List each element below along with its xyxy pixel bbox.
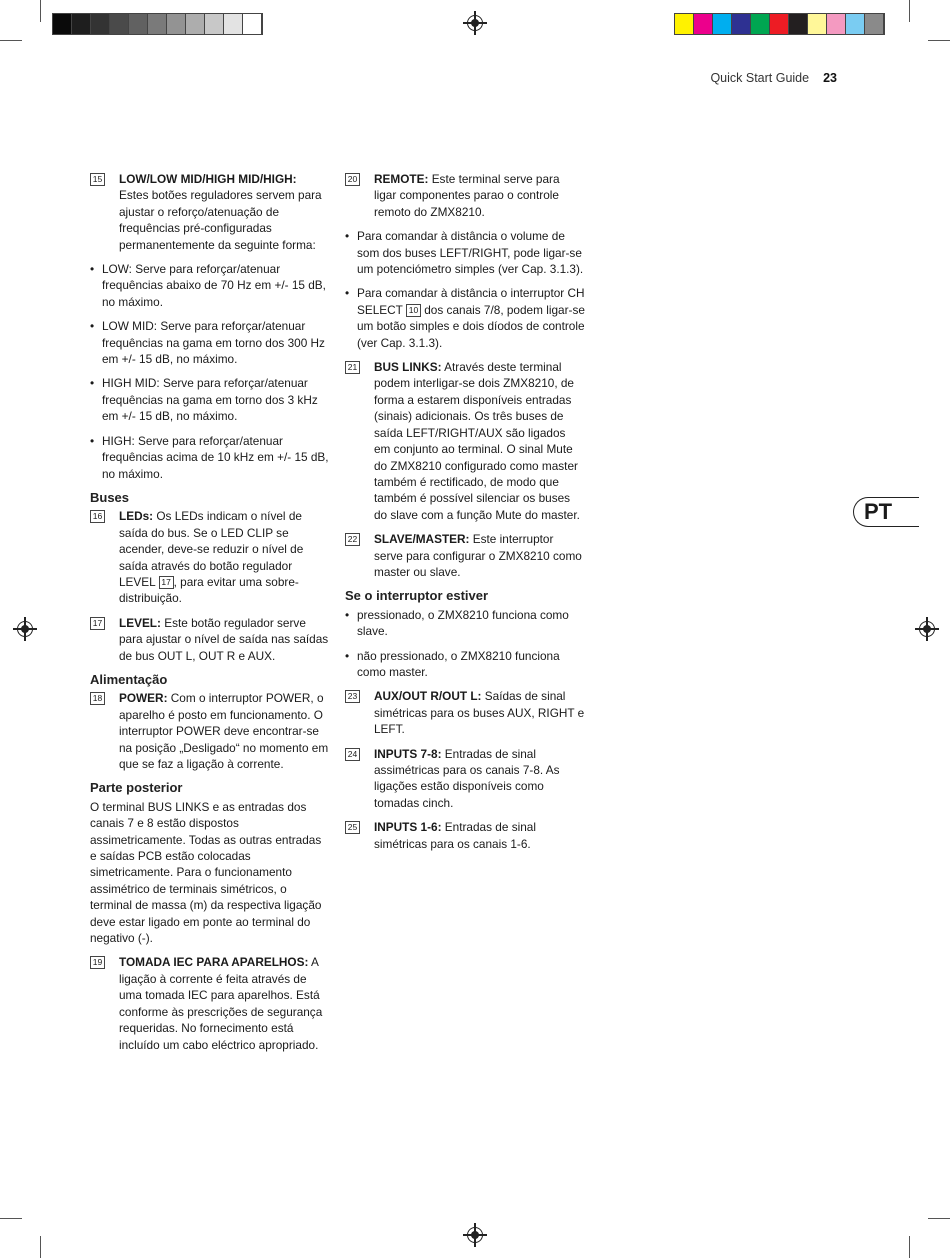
item-text: Este botão regulador serve para ajustar o nível de saída nas saídas de bus OUT L, OUT R e AUX. <box>119 615 329 663</box>
color-swatch <box>675 14 694 34</box>
item-20 <box>345 171 585 220</box>
item-number: 21 <box>345 361 360 374</box>
item-title: SLAVE/MASTER: <box>374 532 470 547</box>
item-16 <box>90 508 330 606</box>
color-swatch <box>186 14 205 34</box>
color-swatch <box>91 14 110 34</box>
color-swatch <box>148 14 167 34</box>
item-text: Entradas de sinal simétricas para os canais 1-6. <box>374 820 536 851</box>
list-item: • pressionado, o ZMX8210 funciona como slave. <box>345 607 585 640</box>
item-number: 23 <box>345 690 360 703</box>
list-item: • não pressionado, o ZMX8210 funciona como master. <box>345 648 585 681</box>
item-15 <box>90 171 330 253</box>
item-text: Estes botões reguladores servem para ajustar o reforço/atenuação de frequências pré-configuradas permanentemente da seguinte forma: <box>119 188 322 252</box>
guide-title: Quick Start Guide <box>710 71 810 85</box>
crop-mark <box>928 40 950 41</box>
left-column <box>90 171 330 1061</box>
color-swatch <box>808 14 827 34</box>
item-reference: 10 <box>406 304 421 317</box>
item-number: 15 <box>90 173 105 186</box>
item-text: A ligação à corrente é feita através de uma tomada IEC para aparelhos. Está conforme às prescrições de segurança requeridas. No fornecimento está incluído um cabo eléctrico apropriado. <box>119 955 323 1052</box>
crop-mark <box>0 40 22 41</box>
color-swatch <box>72 14 91 34</box>
list-item: • HIGH MID: Serve para reforçar/atenuar frequências na gama em torno dos 3 kHz em +/- 15 dB, no máximo. <box>90 375 330 424</box>
item-text: Este terminal serve para ligar componentes parao o controle remoto do ZMX8210. <box>374 172 560 219</box>
crop-mark <box>928 1218 950 1219</box>
color-swatch <box>770 14 789 34</box>
item-number: 24 <box>345 748 360 761</box>
crop-mark <box>0 1218 22 1219</box>
section-heading: Parte posterior <box>90 780 183 796</box>
item-number: 17 <box>90 617 105 630</box>
item-text: Para comandar à distância o interruptor CH SELECT <box>357 286 585 317</box>
color-swatch <box>110 14 129 34</box>
color-swatch <box>865 14 884 34</box>
right-column <box>345 171 585 860</box>
item-25 <box>345 819 585 852</box>
item-reference: 17 <box>159 576 174 589</box>
item-number: 22 <box>345 533 360 546</box>
color-swatch <box>713 14 732 34</box>
cmyk-color-bar <box>674 13 885 35</box>
item-number: 16 <box>90 510 105 523</box>
item-number: 19 <box>90 956 105 969</box>
item-title: POWER: <box>119 691 168 706</box>
item-title: BUS LINKS: <box>374 360 442 375</box>
color-swatch <box>846 14 865 34</box>
list-item: • HIGH: Serve para reforçar/atenuar frequências acima de 10 kHz em +/- 15 dB, no máximo. <box>90 433 330 482</box>
list-item <box>345 285 585 351</box>
section-heading: Se o interruptor estiver <box>345 588 489 604</box>
registration-mark-icon <box>17 621 33 637</box>
item-title: INPUTS 1-6: <box>374 820 442 835</box>
item-title: LOW/LOW MID/HIGH MID/HIGH: <box>119 172 297 186</box>
color-swatch <box>243 14 262 34</box>
item-text: , para evitar uma sobre-distribuição. <box>119 574 299 606</box>
item-number: 25 <box>345 821 360 834</box>
color-swatch <box>694 14 713 34</box>
crop-mark <box>909 0 910 22</box>
color-swatch <box>827 14 846 34</box>
language-tab: PT <box>853 497 919 527</box>
item-title: LEVEL: <box>119 615 161 630</box>
page-number: 23 <box>823 71 837 85</box>
item-text: Os LEDs indicam o nível de saída do bus. Se o LED CLIP se acender, deve-se reduzir o nível de saída através do botão regulador LEVEL <box>119 509 304 589</box>
item-text: Este interruptor serve para configurar o ZMX8210 como master ou slave. <box>374 532 582 579</box>
item-text: Através deste terminal podem interligar-se dois ZMX8210, de forma a estarem disponíveis entradas (sinais) adicionais. Os três buses de saída LEFT/RIGHT/AUX são ligados em conjunto ao terminal. O sinal Mute do ZMX8210 configurado como master também é rectificado, de modo que também é possível silenciar os buses do slave com a função Mute do master. <box>374 360 580 522</box>
item-24 <box>345 746 585 812</box>
item-19 <box>90 954 330 1052</box>
item-text: Saídas de sinal simétricas para os buses AUX, RIGHT e LEFT. <box>374 689 585 737</box>
list-item: • LOW: Serve para reforçar/atenuar frequências abaixo de 70 Hz em +/- 15 dB, no máximo. <box>90 261 330 310</box>
crop-mark <box>909 1236 910 1258</box>
item-text: Entradas de sinal assimétricas para os canais 7-8. As ligações estão disponíveis como tomadas cinch. <box>374 746 560 810</box>
section-heading: Alimentação <box>90 671 168 687</box>
item-22 <box>345 531 585 580</box>
item-text: dos canais 7/8, podem ligar-se um botão simples e dois díodos de controle (ver Cap. 3.1.3). <box>357 302 585 350</box>
color-swatch <box>167 14 186 34</box>
item-title: REMOTE: <box>374 172 429 186</box>
color-swatch <box>732 14 751 34</box>
item-18 <box>90 690 330 772</box>
list-item: • LOW MID: Serve para reforçar/atenuar frequências na gama em torno dos 300 Hz em +/- 15 dB, no máximo. <box>90 318 330 367</box>
paragraph: O terminal BUS LINKS e as entradas dos canais 7 e 8 estão dispostos assimetricamente. Todas as outras entradas e saídas PCB estão colocadas simetricamente. Para o funcionamento assimétrico de terminais simétricos, o terminal de massa (m) da respectiva ligação deve estar ligado em ponte ao terminal do negativo (-). <box>90 799 322 946</box>
registration-mark-icon <box>467 15 483 31</box>
color-swatch <box>129 14 148 34</box>
section-heading: Buses <box>90 489 130 505</box>
color-swatch <box>205 14 224 34</box>
color-swatch <box>224 14 243 34</box>
item-number: 18 <box>90 692 105 705</box>
registration-mark-icon <box>467 1227 483 1243</box>
item-21 <box>345 359 585 523</box>
crop-mark <box>40 0 41 22</box>
grayscale-color-bar <box>52 13 263 35</box>
item-17 <box>90 615 330 664</box>
running-header <box>710 71 837 85</box>
registration-mark-icon <box>919 621 935 637</box>
item-23 <box>345 688 585 737</box>
item-number: 20 <box>345 173 360 186</box>
item-title: INPUTS 7-8: <box>374 746 442 761</box>
color-swatch <box>789 14 808 34</box>
item-text: Com o interruptor POWER, o aparelho é posto em funcionamento. O interruptor POWER deve encontrar-se na posição „Desligado“ no momento em que se faz a ligação à corrente. <box>119 691 329 771</box>
item-title: LEDs: <box>119 509 154 524</box>
crop-mark <box>40 1236 41 1258</box>
item-title: AUX/OUT R/OUT L: <box>374 689 482 704</box>
item-title: TOMADA IEC PARA APARELHOS: <box>119 955 309 970</box>
list-item: • Para comandar à distância o volume de som dos buses LEFT/RIGHT, pode ligar-se um potenciómetro simples (ver Cap. 3.1.3). <box>345 228 585 277</box>
color-swatch <box>53 14 72 34</box>
color-swatch <box>751 14 770 34</box>
